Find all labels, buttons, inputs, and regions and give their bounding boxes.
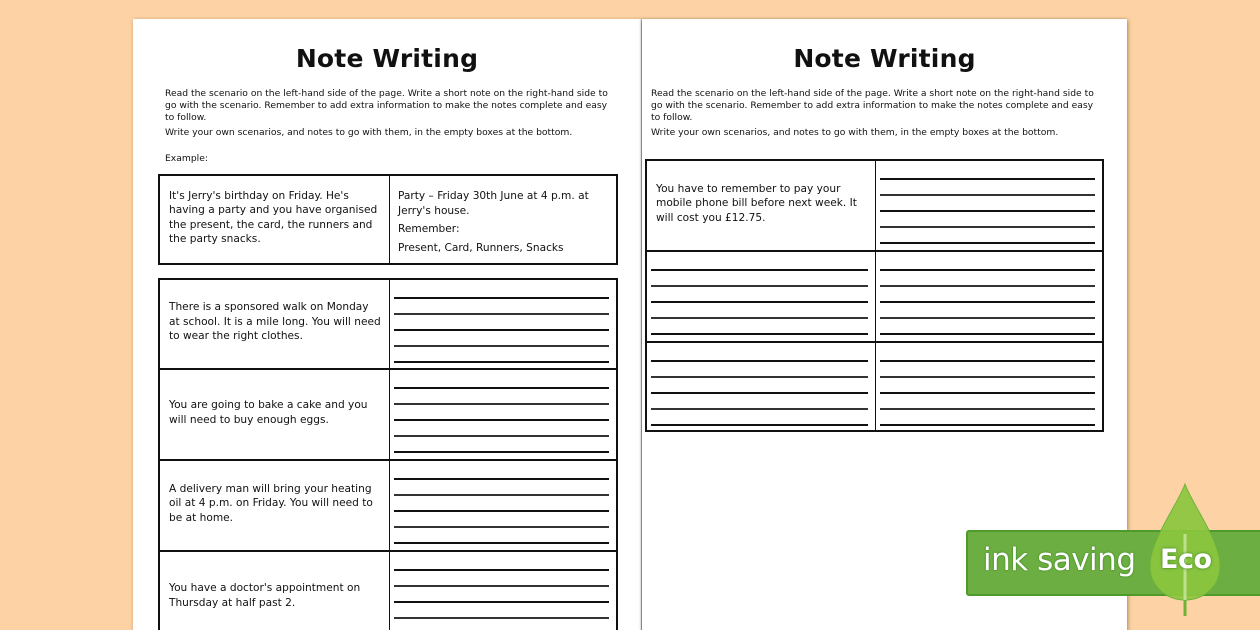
table-row (160, 370, 616, 461)
writing-line (651, 301, 868, 303)
writing-line (880, 226, 1095, 228)
example-label: Example: (165, 153, 208, 164)
writing-line (394, 510, 609, 512)
writing-line (394, 451, 609, 453)
scenario-table (645, 159, 1104, 432)
instruction-text: Read the scenario on the left-hand side of the page. Write a short note on the right-hand side to go with the scenario. Remember to add extra information to make the notes complete and easy to follow. (165, 88, 608, 123)
instruction-text: Read the scenario on the left-hand side of the page. Write a short note on the right-hand side to go with the scenario. Remember to add extra information to make the notes complete and easy to follow. (651, 88, 1094, 123)
writing-line (394, 419, 609, 421)
writing-box[interactable] (390, 461, 616, 550)
writing-line (880, 194, 1095, 196)
writing-box[interactable] (876, 161, 1102, 250)
scenario-cell (160, 280, 390, 368)
scenario-text: A delivery man will bring your heating oil at 4 p.m. on Friday. You will need to be at home. (169, 482, 373, 524)
instruction-text: Write your own scenarios, and notes to go with them, in the empty boxes at the bottom. (165, 127, 573, 138)
writing-line (880, 333, 1095, 335)
writing-line (394, 297, 609, 299)
scenario-writing-box[interactable] (647, 343, 876, 430)
writing-lines (394, 370, 609, 459)
note-line: Party – Friday 30th June at 4 p.m. at Jerry's house. (398, 190, 589, 217)
writing-lines (651, 252, 868, 341)
writing-box[interactable] (390, 552, 616, 630)
scenario-text: It's Jerry's birthday on Friday. He's having a party and you have organised the present, the card, the runners and the party snacks. (169, 189, 378, 245)
writing-line (394, 601, 609, 603)
writing-line (651, 269, 868, 271)
scenario-writing-box[interactable] (647, 252, 876, 341)
writing-line (394, 387, 609, 389)
writing-line (651, 408, 868, 410)
note-line: Present, Card, Runners, Snacks (398, 241, 564, 254)
writing-line (394, 361, 609, 363)
writing-lines (394, 552, 609, 630)
writing-line (880, 360, 1095, 362)
writing-box[interactable] (390, 280, 616, 368)
instructions (651, 88, 1101, 142)
scenario-table (158, 278, 618, 630)
table-row (160, 461, 616, 552)
writing-line (394, 569, 609, 571)
table-row (160, 552, 616, 630)
writing-line (651, 376, 868, 378)
writing-line (394, 329, 609, 331)
writing-line (394, 478, 609, 480)
writing-line (880, 285, 1095, 287)
scenario-cell (160, 461, 390, 550)
writing-line (394, 313, 609, 315)
writing-line (880, 408, 1095, 410)
instruction-text: Write your own scenarios, and notes to go with them, in the empty boxes at the bottom. (651, 127, 1059, 138)
scenario-text: You are going to bake a cake and you will need to buy enough eggs. (169, 399, 368, 426)
writing-line (880, 301, 1095, 303)
eco-ink-saving-badge (966, 482, 1260, 630)
table-row (647, 343, 1102, 430)
writing-line (394, 585, 609, 587)
writing-line (880, 242, 1095, 244)
writing-line (880, 317, 1095, 319)
scenario-cell (160, 552, 390, 630)
writing-line (651, 317, 868, 319)
scenario-cell (160, 176, 390, 263)
writing-line (880, 392, 1095, 394)
writing-lines (651, 343, 868, 430)
writing-line (394, 345, 609, 347)
writing-line (880, 210, 1095, 212)
writing-line (651, 333, 868, 335)
writing-line (880, 424, 1095, 426)
writing-lines (880, 343, 1095, 430)
scenario-text: You have to remember to pay your mobile phone bill before next week. It will cost you £12.75. (656, 182, 857, 224)
writing-box[interactable] (876, 343, 1102, 430)
writing-lines (394, 461, 609, 550)
writing-line (651, 392, 868, 394)
scenario-cell (647, 161, 876, 250)
writing-line (880, 178, 1095, 180)
writing-line (394, 542, 609, 544)
writing-lines (394, 280, 609, 368)
example-table (158, 174, 618, 265)
worksheet-page-left (133, 19, 641, 630)
writing-line (394, 494, 609, 496)
writing-line (394, 526, 609, 528)
writing-line (394, 435, 609, 437)
writing-line (880, 376, 1095, 378)
table-row (647, 252, 1102, 343)
scenario-text: You have a doctor's appointment on Thursday at half past 2. (169, 582, 361, 609)
instructions (165, 88, 615, 142)
table-row (160, 280, 616, 370)
page-title: Note Writing (793, 44, 976, 73)
note-cell (390, 176, 616, 263)
writing-line (651, 285, 868, 287)
table-row (647, 161, 1102, 252)
writing-line (651, 424, 868, 426)
writing-line (651, 360, 868, 362)
writing-box[interactable] (876, 252, 1102, 341)
scenario-cell (160, 370, 390, 459)
writing-line (394, 403, 609, 405)
writing-line (880, 269, 1095, 271)
writing-lines (880, 161, 1095, 250)
writing-box[interactable] (390, 370, 616, 459)
writing-lines (880, 252, 1095, 341)
ink-saving-label: ink saving (983, 542, 1136, 578)
writing-line (394, 617, 609, 619)
scenario-text: There is a sponsored walk on Monday at school. It is a mile long. You will need to wear the right clothes. (169, 301, 381, 343)
note-line: Remember: (398, 223, 460, 235)
table-row (160, 176, 616, 263)
page-title: Note Writing (295, 44, 479, 73)
eco-label: Eco (1160, 544, 1212, 575)
